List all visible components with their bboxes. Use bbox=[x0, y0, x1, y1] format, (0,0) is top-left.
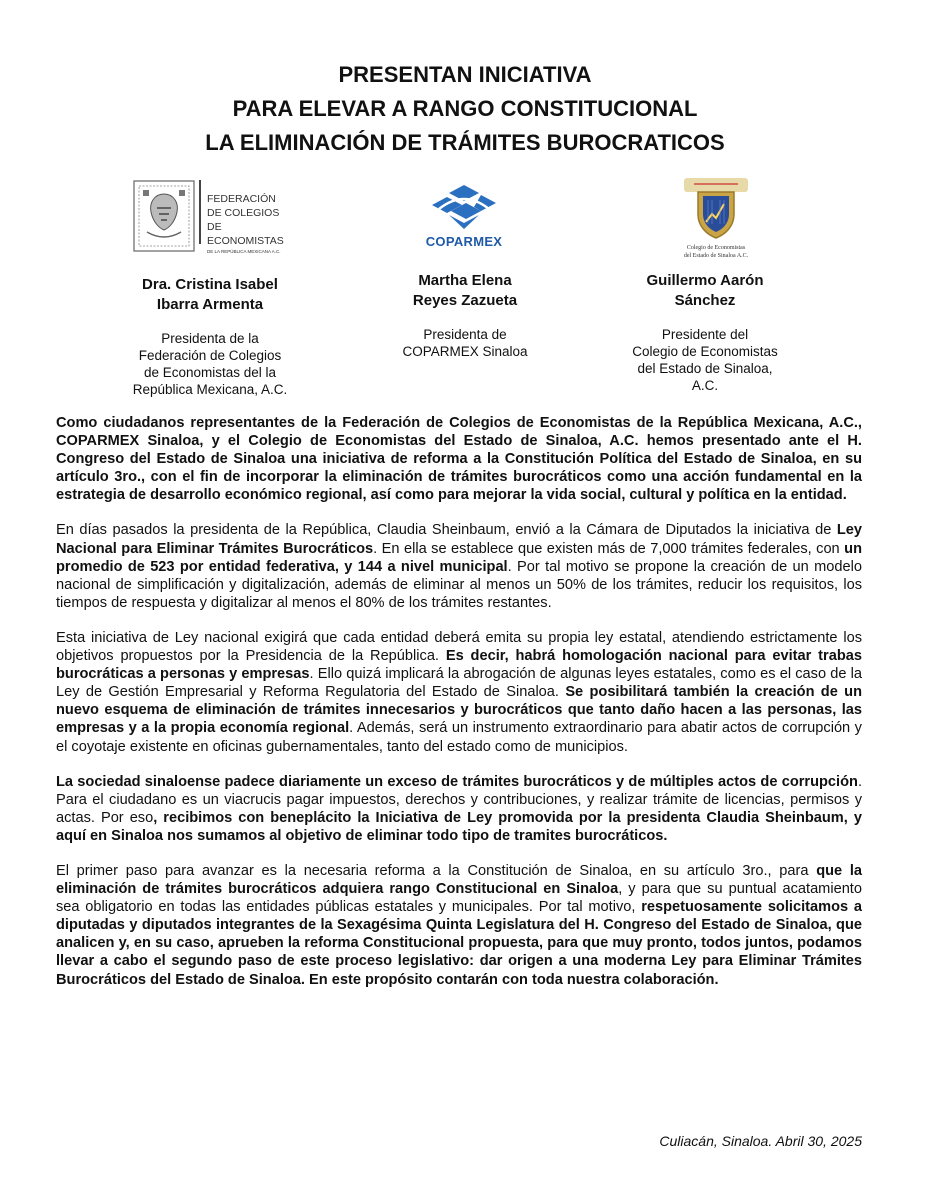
signatory-3-role-line-1: Presidente del bbox=[661, 327, 749, 342]
federacion-logo bbox=[133, 180, 283, 252]
signatory-2-role-line-1: Presidenta de bbox=[423, 327, 507, 342]
federacion-text-3: DE ECONOMISTAS bbox=[207, 221, 284, 247]
federacion-text-4: DE LA REPÚBLICA MEXICANA A.C. bbox=[207, 249, 281, 254]
paragraph-2-part-a: En días pasados la presidenta de la República, Claudia Sheinbaum, envió a la Cámara de Diputados la iniciativa de bbox=[56, 522, 837, 539]
paragraph-1-bold: Como ciudadanos representantes de la Federación de Colegios de Economistas de la República Mexicana, A.C., COPARMEX Sinaloa, y el Colegio de Economistas del Estado de Sinaloa, A.C. hemos presentado ante el H. Congreso del Estado de Sinaloa una iniciativa de reforma a la Constitución Política del Estado de Sinaloa, en su artículo 3ro., con el fin de incorporar la eliminación de trámites burocráticos como una acción fundamental en la estrategia de desarrollo económico regional, así como para mejorar la vida social, cultural y política en la entidad. bbox=[56, 415, 862, 504]
signatory-2-name-line-1: Martha Elena bbox=[418, 272, 512, 289]
paragraph-4-part-a: La sociedad sinaloense padece diariamente un exceso de trámites burocráticos y de múltiples actos de corrupción bbox=[56, 773, 858, 790]
paragraph-4-part-c: , recibimos con beneplácito la Iniciativa de Ley promovida por la presidenta Claudia Sheinbaum, y aquí en Sinaloa nos sumamos al objetivo de eliminar todo tipo de tramites burocráticos. bbox=[56, 809, 862, 844]
dateline: Culiacán, Sinaloa. Abril 30, 2025 bbox=[659, 1133, 862, 1149]
title-line-3: LA ELIMINACIÓN DE TRÁMITES BUROCRATICOS bbox=[205, 130, 725, 155]
paragraph-2-part-d: un promedio de 523 por entidad federativa, y 144 a nivel municipal bbox=[56, 540, 862, 575]
coparmex-text: COPARMEX bbox=[425, 234, 503, 249]
mexican-coat-of-arms-icon bbox=[133, 180, 195, 252]
paragraph-2-part-e: . Por tal motivo se propone la creación de un modelo nacional de simplificación y digitalización, además de eliminar al menos un 50% de los trámites, reducir los requisitos, los tiempos de respuesta y digitalizar al menos el 80% de los trámites restantes. bbox=[56, 558, 862, 611]
signatory-3-role-line-4: A.C. bbox=[691, 378, 719, 393]
signatory-3-role-line-3: del Estado de Sinaloa, bbox=[637, 361, 773, 376]
signatory-3-name bbox=[610, 271, 800, 311]
paragraph-2-part-b: Ley Nacional para Eliminar Trámites Burocráticos bbox=[56, 522, 862, 557]
document-body bbox=[56, 414, 862, 989]
paragraph-3-part-a: Esta iniciativa de Ley nacional exigirá que cada entidad deberá emita su propia ley estatal, atendiendo estrictamente los objetivos propuestos por la Presidencia de la República. bbox=[56, 629, 862, 665]
signatory-3-role bbox=[610, 326, 800, 394]
signatory-1-role-line-2: Federación de Colegios bbox=[138, 348, 282, 363]
signatory-2-name-line-2: Reyes Zazueta bbox=[412, 292, 518, 309]
signatory-3-name-line-2: Sánchez bbox=[674, 292, 736, 309]
paragraph-3-part-d: Se posibilitará también la creación de un nuevo esquema de eliminación de trámites innecesarios y burocráticos que tanto daño hacen a las personas, las empresas y a la propia economía regional bbox=[56, 684, 862, 737]
title-line-2: PARA ELEVAR A RANGO CONSTITUCIONAL bbox=[232, 96, 698, 121]
paragraph-4 bbox=[56, 773, 862, 845]
signatory-1-name-line-2: Ibarra Armenta bbox=[156, 296, 264, 313]
signatory-1-name bbox=[120, 275, 300, 315]
paragraph-3 bbox=[56, 629, 862, 756]
signatory-2-role-line-2: COPARMEX Sinaloa bbox=[402, 344, 528, 359]
signatory-1-role bbox=[110, 330, 310, 398]
paragraph-5 bbox=[56, 862, 862, 989]
paragraph-2 bbox=[56, 521, 862, 611]
paragraph-4-part-b: . Para el ciudadano es un viacrucis pagar impuestos, derechos y contribuciones, y realizar trámite de licencias, permisos y actas. Por eso bbox=[56, 773, 862, 826]
signatory-1-role-line-1: Presidenta de la bbox=[161, 331, 259, 346]
colegio-text-2: del Estado de Sinaloa A.C. bbox=[683, 253, 749, 259]
paragraph-1 bbox=[56, 414, 862, 504]
paragraph-2-part-c: . En ella se establece que existen más de 7,000 trámites federales, con bbox=[373, 540, 845, 557]
signatory-1-name-line-1: Dra. Cristina Isabel bbox=[142, 276, 278, 293]
paragraph-5-part-a: El primer paso para avanzar es la necesaria reforma a la Constitución de Sinaloa, en su artículo 3ro., para bbox=[56, 862, 817, 879]
coparmex-logo bbox=[419, 183, 509, 253]
signatory-3-role-line-2: Colegio de Economistas bbox=[632, 344, 778, 359]
federacion-text-2: DE COLEGIOS bbox=[207, 207, 280, 219]
colegio-text-1: Colegio de Economistas bbox=[686, 245, 746, 251]
paragraph-3-part-b: Es decir, habrá homologación nacional para evitar trabas burocráticas a personas y empresas bbox=[56, 648, 862, 683]
signatory-2-name bbox=[375, 271, 555, 311]
signatory-2-role bbox=[375, 326, 555, 360]
federacion-text-1: FEDERACIÓN bbox=[207, 193, 276, 205]
signatory-1-role-line-3: de Economistas del la bbox=[143, 365, 277, 380]
paragraph-5-part-d: respetuosamente solicitamos a diputadas y diputados integrantes de la Sexagésima Quinta Legislatura del H. Congreso del Estado de Sinaloa, que analicen y, en su caso, aprueben la reforma Constitucional propuesta, para que muy pronto, todos juntos, podamos llevar a cabo el segundo paso de este proceso legislativo: dar origen a una moderna Ley para Eliminar Trámites Burocráticos del Estado de Sinaloa. En este propósito contarán con toda nuestra colaboración. bbox=[56, 899, 862, 988]
signatory-1-role-line-4: República Mexicana, A.C. bbox=[132, 382, 288, 397]
title-line-1: PRESENTAN INICIATIVA bbox=[338, 62, 592, 87]
paragraph-5-part-c: , y para que su puntual acatamiento sea obligatorio en todas las entidades públicas estatales y municipales. Por tal motivo, bbox=[56, 881, 862, 916]
coparmex-logo-icon bbox=[419, 183, 509, 233]
signatory-3-name-line-1: Guillermo Aarón bbox=[646, 272, 764, 289]
colegio-shield-icon bbox=[668, 178, 764, 242]
paragraph-3-part-e: . Además, será un instrumento extraordinario para abatir actos de corrupción y el coyotaje existente en oficinas gubernamentales, tanto del estado como de municipios. bbox=[56, 720, 862, 755]
document-title bbox=[0, 58, 930, 160]
paragraph-5-part-b: que la eliminación de trámites burocráticos adquiera rango Constitucional en Sinaloa bbox=[56, 862, 863, 898]
colegio-logo bbox=[668, 178, 764, 264]
paragraph-3-part-c: . Ello quizá implicará la abrogación de algunas leyes estatales, como es el caso de la Ley de Gestión Empresarial y Reforma Regulatoria del Estado de Sinaloa. bbox=[56, 666, 862, 701]
